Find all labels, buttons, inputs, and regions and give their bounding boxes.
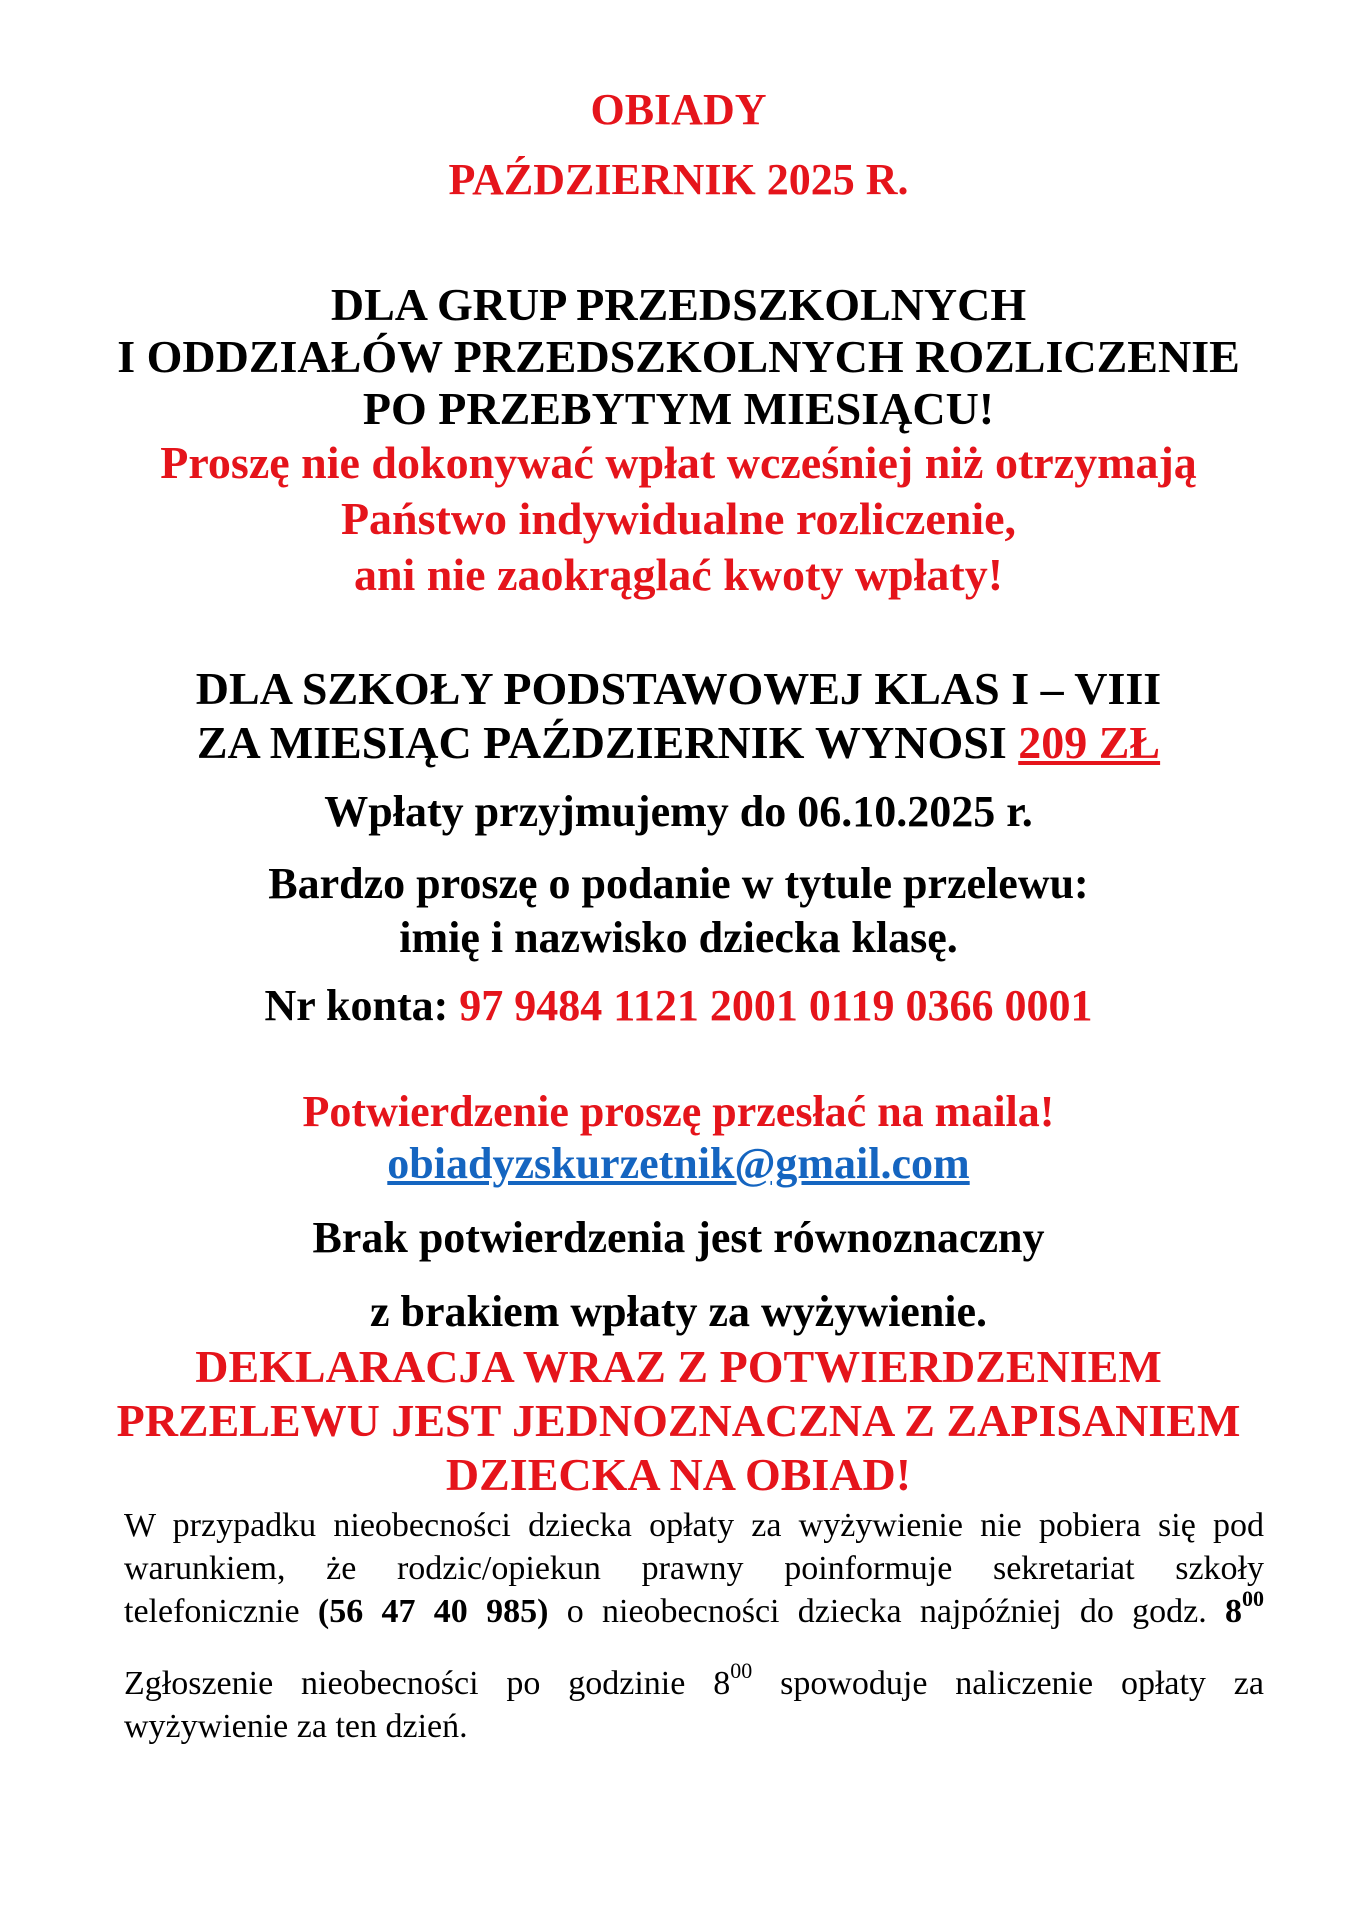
absence-line-3-start: telefonicznie [124, 1593, 318, 1630]
deadline-minutes: 00 [1242, 1585, 1265, 1611]
declaration-line-2: PRZELEWU JEST JEDNOZNACZNA Z ZAPISANIEM [116, 1395, 1241, 1446]
declaration-line-3: DZIECKA NA OBIAD! [445, 1449, 912, 1500]
account-line [0, 980, 1357, 1031]
month-heading: PAŹDZIERNIK 2025 R. [448, 155, 909, 204]
deadline-hour: 8 [1225, 1593, 1243, 1630]
school-phone: (56 47 40 985) [317, 1593, 549, 1630]
school-line-1: DLA SZKOŁY PODSTAWOWEJ KLAS I – VIII [195, 663, 1162, 714]
absence-line-1: W przypadku nieobecności dziecka opłaty za wyżywienie nie pobiera się pod [124, 1507, 1264, 1544]
confirmation-request: Potwierdzenie proszę przesłać na maila! [302, 1087, 1055, 1136]
late-minutes: 00 [730, 1657, 753, 1683]
email-link[interactable]: obiadyzskurzetnik@gmail.com [387, 1139, 970, 1188]
absence-line-3-end: o nieobecności dziecka najpóźniej do godz. [548, 1593, 1226, 1630]
late-notice-paragraph [124, 1657, 1264, 1748]
late-notice-line-2: wyżywienie za ten dzień. [124, 1708, 468, 1745]
late-hour: 8 [713, 1665, 731, 1702]
school-line-2-text: ZA MIESIĄC PAŹDZIERNIK WYNOSI [196, 717, 1019, 768]
email-line [0, 1138, 1357, 1189]
monthly-amount: 209 ZŁ [1018, 717, 1161, 768]
account-label: Nr konta: [264, 981, 460, 1030]
absence-paragraph [124, 1504, 1264, 1633]
preschool-warning-2: Państwo indywidualne rozliczenie, [340, 493, 1017, 544]
title-request-1: Bardzo proszę o podanie w tytule przelewu: [268, 859, 1089, 908]
preschool-warning-1: Proszę nie dokonywać wpłat wcześniej niż otrzymają [160, 437, 1197, 488]
preschool-warning-3: ani nie zaokrąglać kwoty wpłaty! [353, 549, 1004, 600]
late-notice-line-1 [124, 1657, 1264, 1705]
preschool-line-3: PO PRZEBYTYM MIESIĄCU! [362, 383, 995, 434]
school-line-2 [0, 716, 1357, 769]
late-notice-start: Zgłoszenie nieobecności po godzinie [124, 1665, 714, 1702]
declaration-line-1: DEKLARACJA WRAZ Z POTWIERDZENIEM [195, 1341, 1162, 1392]
confirmation-note-1: Brak potwierdzenia jest równoznaczny [312, 1213, 1045, 1262]
account-number: 97 9484 1121 2001 0119 0366 0001 [459, 981, 1093, 1030]
confirmation-note-2: z brakiem wpłaty za wyżywienie. [369, 1287, 988, 1336]
absence-line-3 [124, 1585, 1265, 1633]
page-title: OBIADY [590, 85, 767, 134]
absence-line-2: warunkiem, że rodzic/opiekun prawny poinformuje sekretariat szkoły [124, 1550, 1264, 1587]
late-notice-end: spowoduje naliczenie opłaty za [752, 1665, 1264, 1702]
preschool-line-2: I ODDZIAŁÓW PRZEDSZKOLNYCH ROZLICZENIE [117, 331, 1240, 382]
title-request-2: imię i nazwisko dziecka klasę. [399, 913, 958, 962]
preschool-line-1: DLA GRUP PRZEDSZKOLNYCH [330, 279, 1027, 330]
payment-deadline: Wpłaty przyjmujemy do 06.10.2025 r. [324, 787, 1033, 836]
